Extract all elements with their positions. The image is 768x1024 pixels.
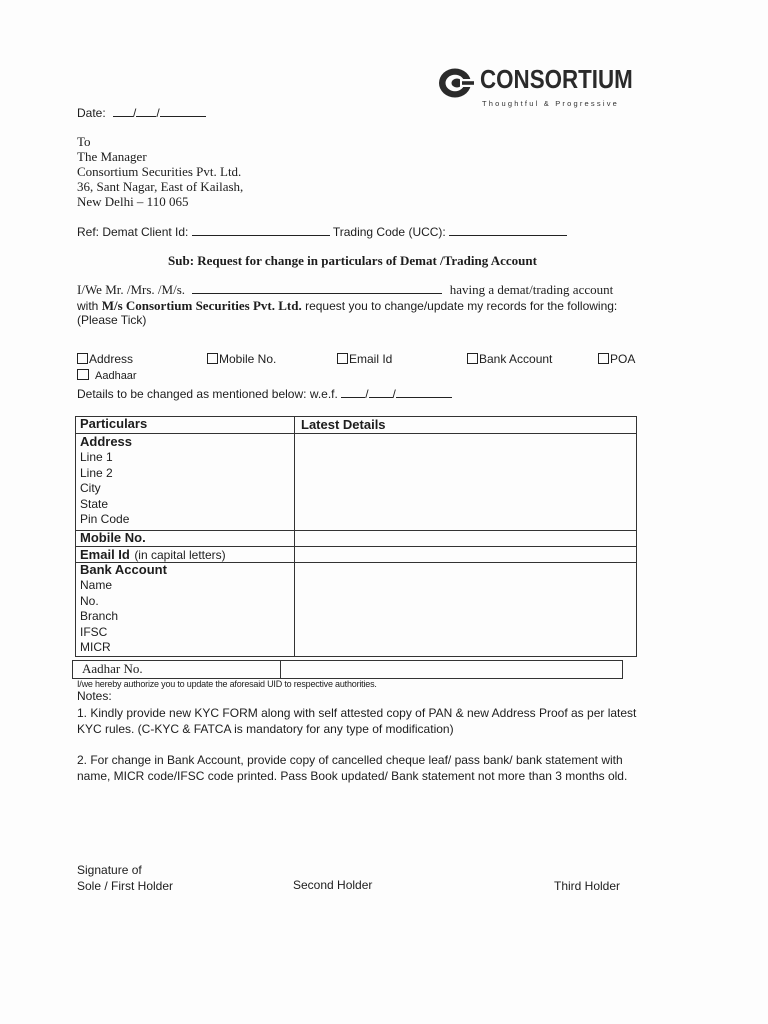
checkbox-bank-label: Bank Account [479, 352, 553, 366]
intro-prefix: I/We Mr. /Mrs. /M/s. [77, 282, 186, 297]
checkbox-mobile-label: Mobile No. [219, 352, 277, 366]
checkbox-email[interactable] [337, 352, 392, 366]
with-prefix: with [77, 299, 99, 313]
address-details-cell[interactable] [295, 434, 635, 530]
note2-line1: 2. For change in Bank Account, provide copy of cancelled cheque leaf/ pass bank/ bank statement with [77, 753, 623, 767]
address-section-title: Address [80, 434, 133, 449]
authorize-text: I/we hereby authorize you to update the aforesaid UID to respective authorities. [77, 679, 377, 689]
bank-field-branch: Branch [80, 609, 119, 624]
demat-client-id-blank[interactable] [192, 224, 330, 236]
address-field-pincode: Pin Code [80, 512, 130, 527]
third-holder-label: Third Holder [554, 879, 621, 893]
holder-name-blank[interactable] [192, 282, 442, 294]
particulars-table [75, 416, 637, 657]
checkbox-aadhaar[interactable] [77, 369, 137, 382]
bank-field-name: Name [80, 578, 113, 592]
aadhaar-checkbox[interactable] [77, 369, 89, 380]
please-tick: (Please Tick) [77, 313, 147, 327]
wef-day-blank[interactable] [341, 386, 365, 398]
checkbox-poa-label: POA [610, 352, 636, 366]
wef-year-blank[interactable] [396, 386, 452, 398]
address-field-line2: Line 2 [80, 465, 113, 480]
address-line3: 36, Sant Nagar, East of Kailash, [77, 179, 244, 194]
bank-details-cell[interactable] [295, 563, 635, 655]
subject-line: Sub: Request for change in particulars of Demat /Trading Account [168, 253, 537, 268]
date-year-blank[interactable] [160, 105, 206, 117]
date-field: Date: / / [77, 105, 206, 120]
mobile-section-title: Mobile No. [80, 530, 146, 545]
bank-section-title: Bank Account [80, 562, 167, 577]
with-suffix: request you to change/update my records for the following: [305, 299, 618, 313]
mobile-checkbox[interactable] [207, 353, 218, 364]
addressee-block [77, 134, 243, 209]
email-details-cell[interactable] [295, 547, 635, 562]
details-label: Details to be changed as mentioned below: w.e.f. [77, 387, 338, 401]
first-holder-label: Sole / First Holder [77, 879, 174, 893]
date-month-blank[interactable] [136, 105, 156, 117]
body-line2 [77, 298, 617, 314]
column-header-latest-details: Latest Details [301, 417, 386, 432]
checkbox-bank[interactable] [467, 352, 552, 366]
demat-client-id-label: Ref: Demat Client Id: [77, 225, 189, 239]
logo-wordmark: CONSORTIUM [480, 64, 633, 94]
checkbox-poa[interactable] [598, 352, 635, 366]
address-line4: New Delhi – 110 065 [77, 194, 189, 209]
company-logo [438, 64, 638, 110]
address-line2: Consortium Securities Pvt. Ltd. [77, 164, 242, 179]
email-note: (in capital letters) [134, 548, 226, 562]
bank-checkbox[interactable] [467, 353, 478, 364]
aadhar-label: Aadhar No. [82, 661, 143, 676]
email-checkbox[interactable] [337, 353, 348, 364]
wef-month-blank[interactable] [369, 386, 393, 398]
checkbox-address[interactable] [77, 352, 133, 366]
poa-checkbox[interactable] [598, 353, 609, 364]
bank-field-no: No. [80, 593, 99, 608]
logo-tagline: Thoughtful & Progressive [482, 99, 620, 108]
bank-fields [80, 578, 118, 656]
address-fields [80, 450, 129, 528]
address-field-line1: Line 1 [80, 450, 113, 464]
notes-title: Notes: [77, 689, 112, 703]
consortium-logo-icon [438, 67, 474, 99]
column-header-particulars: Particulars [80, 416, 148, 431]
bank-field-ifsc: IFSC [80, 624, 108, 639]
company-name: M/s Consortium Securities Pvt. Ltd. [101, 298, 302, 313]
aadhar-number-cell[interactable] [281, 661, 621, 678]
ref-line [77, 224, 567, 239]
checkbox-address-label: Address [89, 352, 134, 366]
address-checkbox[interactable] [77, 353, 88, 364]
signature-of-label: Signature of [77, 863, 142, 877]
email-section-title: Email Id [80, 547, 130, 562]
intro-suffix: having a demat/trading account [449, 282, 614, 297]
date-day-blank[interactable] [113, 105, 133, 117]
checkbox-email-label: Email Id [349, 352, 393, 366]
bank-field-micr: MICR [80, 640, 111, 655]
checkbox-mobile[interactable] [207, 352, 276, 366]
aadhar-row [72, 660, 623, 679]
trading-code-blank[interactable] [449, 224, 567, 236]
second-holder-label: Second Holder [293, 878, 373, 892]
address-field-state: State [80, 496, 109, 511]
note1-line1: 1. Kindly provide new KYC FORM along with self attested copy of PAN & new Address Proof as per latest [77, 706, 637, 720]
note2-line2: name, MICR code/IFSC code printed. Pass Book updated/ Bank statement not more than 3 months old. [77, 769, 628, 783]
trading-code-label: Trading Code (UCC): [332, 225, 446, 239]
note1-line2: KYC rules. (C-KYC & FATCA is mandatory for any type of modification) [77, 722, 454, 736]
address-to: To [77, 134, 91, 149]
first-holder-signature [77, 862, 173, 894]
date-label: Date: [77, 106, 106, 120]
address-line1: The Manager [77, 149, 147, 164]
details-wef-line: Details to be changed as mentioned below: w.e.f. / / [77, 386, 452, 401]
checkbox-aadhaar-label: Aadhaar [95, 370, 137, 382]
body-line1 [77, 282, 613, 298]
address-field-city: City [80, 481, 101, 496]
mobile-details-cell[interactable] [295, 531, 635, 546]
